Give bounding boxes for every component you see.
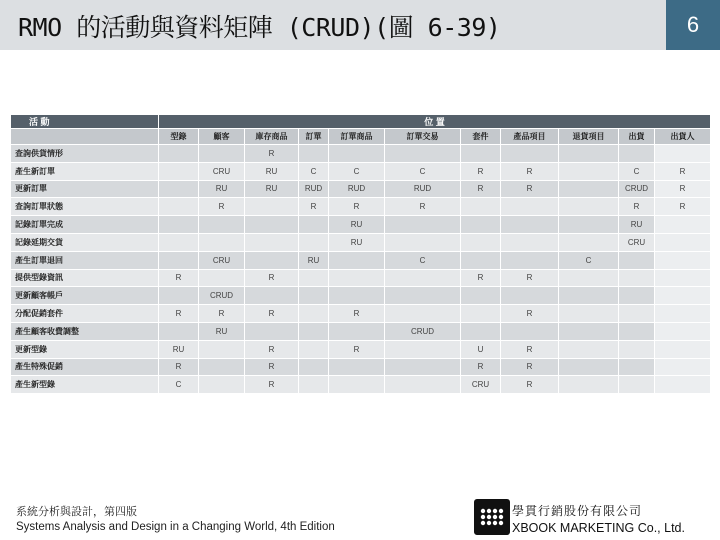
- activity-group-header: 活 動: [11, 115, 159, 129]
- crud-cell: CRU: [199, 251, 245, 269]
- crud-cell: [299, 322, 329, 340]
- crud-cell: C: [385, 162, 461, 180]
- column-header: 顧客: [199, 129, 245, 145]
- crud-cell: R: [461, 358, 501, 376]
- column-header: 套件: [461, 129, 501, 145]
- column-header: 訂單商品: [329, 129, 385, 145]
- crud-cell: [619, 145, 655, 163]
- crud-cell: R: [329, 198, 385, 216]
- crud-cell: [199, 376, 245, 394]
- crud-cell: [159, 322, 199, 340]
- crud-cell: [619, 340, 655, 358]
- activity-cell: 記錄訂單完成: [11, 216, 159, 234]
- crud-cell: [559, 269, 619, 287]
- crud-cell: R: [461, 269, 501, 287]
- crud-cell: RU: [199, 322, 245, 340]
- column-header: 庫存商品: [245, 129, 299, 145]
- crud-cell: C: [159, 376, 199, 394]
- crud-cell: [559, 287, 619, 305]
- crud-cell: [461, 305, 501, 323]
- page-number: 6: [666, 0, 720, 50]
- crud-cell: [619, 358, 655, 376]
- crud-cell: R: [159, 358, 199, 376]
- footer-publisher-zh: 學貫行銷股份有限公司: [512, 504, 643, 518]
- crud-cell: [559, 340, 619, 358]
- crud-cell: CRUD: [199, 287, 245, 305]
- crud-cell: R: [199, 305, 245, 323]
- crud-cell: R: [245, 376, 299, 394]
- crud-cell: [245, 322, 299, 340]
- crud-cell: C: [329, 162, 385, 180]
- crud-cell: [245, 198, 299, 216]
- crud-cell: R: [385, 198, 461, 216]
- crud-cell: [655, 358, 711, 376]
- crud-cell: [159, 216, 199, 234]
- crud-cell: CRU: [461, 376, 501, 394]
- crud-cell: [655, 322, 711, 340]
- crud-cell: [385, 287, 461, 305]
- crud-cell: [299, 358, 329, 376]
- crud-cell: [655, 233, 711, 251]
- footer-book-info: [16, 503, 335, 533]
- crud-cell: R: [159, 305, 199, 323]
- crud-cell: R: [245, 145, 299, 163]
- crud-cell: [501, 145, 559, 163]
- crud-cell: C: [559, 251, 619, 269]
- crud-cell: [461, 233, 501, 251]
- activity-cell: 產生新訂單: [11, 162, 159, 180]
- crud-cell: R: [159, 269, 199, 287]
- crud-cell: [655, 216, 711, 234]
- crud-cell: R: [245, 340, 299, 358]
- crud-cell: [385, 269, 461, 287]
- crud-cell: R: [245, 305, 299, 323]
- activity-cell: 查詢供貨情形: [11, 145, 159, 163]
- activity-cell: 分配促銷套件: [11, 305, 159, 323]
- crud-cell: RU: [329, 216, 385, 234]
- crud-cell: [159, 287, 199, 305]
- crud-cell: [619, 269, 655, 287]
- crud-cell: [559, 145, 619, 163]
- crud-cell: [329, 145, 385, 163]
- crud-cell: C: [299, 162, 329, 180]
- crud-cell: [501, 251, 559, 269]
- crud-cell: [299, 340, 329, 358]
- crud-cell: [159, 145, 199, 163]
- crud-cell: [245, 287, 299, 305]
- crud-cell: RU: [245, 162, 299, 180]
- crud-cell: R: [461, 180, 501, 198]
- crud-cell: R: [199, 198, 245, 216]
- crud-cell: [385, 145, 461, 163]
- crud-cell: R: [329, 305, 385, 323]
- crud-cell: [501, 198, 559, 216]
- footer-publisher: [512, 502, 685, 535]
- crud-cell: R: [501, 269, 559, 287]
- column-header: 型錄: [159, 129, 199, 145]
- table-row: [11, 162, 711, 180]
- crud-cell: [461, 287, 501, 305]
- crud-cell: CRU: [199, 162, 245, 180]
- crud-cell: [385, 340, 461, 358]
- footer-book-title-zh: 系統分析與設計，第四版: [16, 505, 137, 518]
- crud-cell: [385, 358, 461, 376]
- activity-cell: 產生訂單退回: [11, 251, 159, 269]
- crud-cell: [329, 358, 385, 376]
- activity-cell: 產生新型錄: [11, 376, 159, 394]
- crud-cell: [199, 269, 245, 287]
- table-row: [11, 340, 711, 358]
- crud-cell: [299, 376, 329, 394]
- table-row: [11, 216, 711, 234]
- crud-cell: R: [619, 198, 655, 216]
- crud-cell: [619, 287, 655, 305]
- column-header: 退貨項目: [559, 129, 619, 145]
- crud-cell: [299, 233, 329, 251]
- crud-cell: [159, 180, 199, 198]
- crud-cell: R: [501, 340, 559, 358]
- activity-cell: 產生特殊促銷: [11, 358, 159, 376]
- crud-cell: [501, 322, 559, 340]
- column-header: 訂單交易: [385, 129, 461, 145]
- crud-cell: [159, 162, 199, 180]
- crud-cell: C: [619, 162, 655, 180]
- crud-cell: R: [655, 198, 711, 216]
- crud-cell: R: [329, 340, 385, 358]
- crud-cell: R: [299, 198, 329, 216]
- crud-cell: [329, 376, 385, 394]
- crud-cell: [655, 305, 711, 323]
- table-row: [11, 233, 711, 251]
- activity-cell: 更新型錄: [11, 340, 159, 358]
- table-row: [11, 358, 711, 376]
- crud-cell: [385, 216, 461, 234]
- crud-cell: [461, 216, 501, 234]
- crud-cell: [461, 251, 501, 269]
- footer-publisher-en: XBOOK MARKETING Co., Ltd.: [512, 521, 685, 535]
- crud-cell: R: [501, 376, 559, 394]
- crud-table: [10, 114, 711, 394]
- crud-cell: RUD: [385, 180, 461, 198]
- crud-cell: [559, 180, 619, 198]
- activity-cell: 記錄延期交貨: [11, 233, 159, 251]
- crud-cell: [245, 251, 299, 269]
- crud-cell: [385, 376, 461, 394]
- crud-cell: [619, 305, 655, 323]
- activity-cell: 更新顧客帳戶: [11, 287, 159, 305]
- crud-cell: RUD: [299, 180, 329, 198]
- crud-cell: C: [385, 251, 461, 269]
- crud-cell: [461, 145, 501, 163]
- crud-cell: [199, 145, 245, 163]
- table-row: [11, 251, 711, 269]
- table-row: [11, 198, 711, 216]
- dot-grid-logo-icon: [474, 499, 510, 535]
- table-row: [11, 305, 711, 323]
- crud-cell: [655, 145, 711, 163]
- crud-cell: [159, 233, 199, 251]
- crud-cell: R: [501, 305, 559, 323]
- crud-cell: [329, 251, 385, 269]
- crud-cell: [655, 251, 711, 269]
- crud-cell: [501, 233, 559, 251]
- location-group-header: 位 置: [159, 115, 711, 129]
- crud-cell: RU: [199, 180, 245, 198]
- crud-cell: [619, 322, 655, 340]
- crud-cell: [501, 287, 559, 305]
- crud-cell: CRU: [619, 233, 655, 251]
- crud-cell: [559, 216, 619, 234]
- activity-cell: 查詢訂單狀態: [11, 198, 159, 216]
- crud-cell: R: [501, 162, 559, 180]
- crud-cell: [619, 251, 655, 269]
- crud-cell: [199, 340, 245, 358]
- crud-cell: [329, 287, 385, 305]
- crud-cell: [559, 322, 619, 340]
- table-row: [11, 145, 711, 163]
- group-header-row: [11, 115, 711, 129]
- slide-title: RMO 的活動與資料矩陣 (CRUD)(圖 6-39): [18, 13, 501, 42]
- table-row: [11, 322, 711, 340]
- column-header-activity: [11, 129, 159, 145]
- activity-cell: 更新訂單: [11, 180, 159, 198]
- crud-cell: RU: [245, 180, 299, 198]
- crud-cell: [655, 287, 711, 305]
- crud-cell: R: [501, 358, 559, 376]
- activity-cell: 提供型錄資訊: [11, 269, 159, 287]
- crud-cell: RUD: [329, 180, 385, 198]
- crud-cell: [299, 269, 329, 287]
- crud-cell: [501, 216, 559, 234]
- crud-cell: [385, 305, 461, 323]
- crud-cell: [619, 376, 655, 394]
- crud-cell: [299, 287, 329, 305]
- crud-cell: [245, 216, 299, 234]
- column-header: 訂單: [299, 129, 329, 145]
- crud-cell: R: [501, 180, 559, 198]
- title-bar: [0, 0, 720, 50]
- crud-cell: [299, 145, 329, 163]
- crud-cell: [559, 162, 619, 180]
- crud-cell: [559, 376, 619, 394]
- crud-cell: [655, 376, 711, 394]
- crud-cell: U: [461, 340, 501, 358]
- crud-cell: [159, 198, 199, 216]
- crud-cell: [461, 322, 501, 340]
- table-row: [11, 269, 711, 287]
- crud-cell: [199, 233, 245, 251]
- crud-cell: R: [655, 162, 711, 180]
- crud-cell: CRUD: [619, 180, 655, 198]
- activity-cell: 產生顧客收費調整: [11, 322, 159, 340]
- crud-table-body: [11, 145, 711, 394]
- crud-cell: [461, 198, 501, 216]
- crud-cell: CRUD: [385, 322, 461, 340]
- column-header: 出貨人: [655, 129, 711, 145]
- crud-cell: [199, 358, 245, 376]
- column-header: 產品項目: [501, 129, 559, 145]
- crud-cell: R: [655, 180, 711, 198]
- crud-cell: [299, 216, 329, 234]
- crud-cell: [559, 198, 619, 216]
- crud-cell: RU: [159, 340, 199, 358]
- crud-cell: [159, 251, 199, 269]
- crud-cell: [245, 233, 299, 251]
- crud-matrix: [10, 114, 710, 394]
- column-header: 出貨: [619, 129, 655, 145]
- crud-cell: RU: [329, 233, 385, 251]
- table-row: [11, 287, 711, 305]
- crud-cell: [655, 269, 711, 287]
- crud-cell: [199, 216, 245, 234]
- crud-cell: [385, 233, 461, 251]
- table-row: [11, 376, 711, 394]
- crud-cell: [329, 322, 385, 340]
- column-header-row: [11, 129, 711, 145]
- crud-cell: RU: [619, 216, 655, 234]
- crud-cell: [329, 269, 385, 287]
- footer-book-title-en: Systems Analysis and Design in a Changing World, 4th Edition: [16, 521, 335, 533]
- crud-cell: [559, 358, 619, 376]
- crud-cell: [559, 233, 619, 251]
- crud-cell: [299, 305, 329, 323]
- crud-cell: [559, 305, 619, 323]
- table-row: [11, 180, 711, 198]
- crud-cell: RU: [299, 251, 329, 269]
- crud-cell: R: [461, 162, 501, 180]
- crud-cell: R: [245, 358, 299, 376]
- crud-cell: R: [245, 269, 299, 287]
- crud-cell: [655, 340, 711, 358]
